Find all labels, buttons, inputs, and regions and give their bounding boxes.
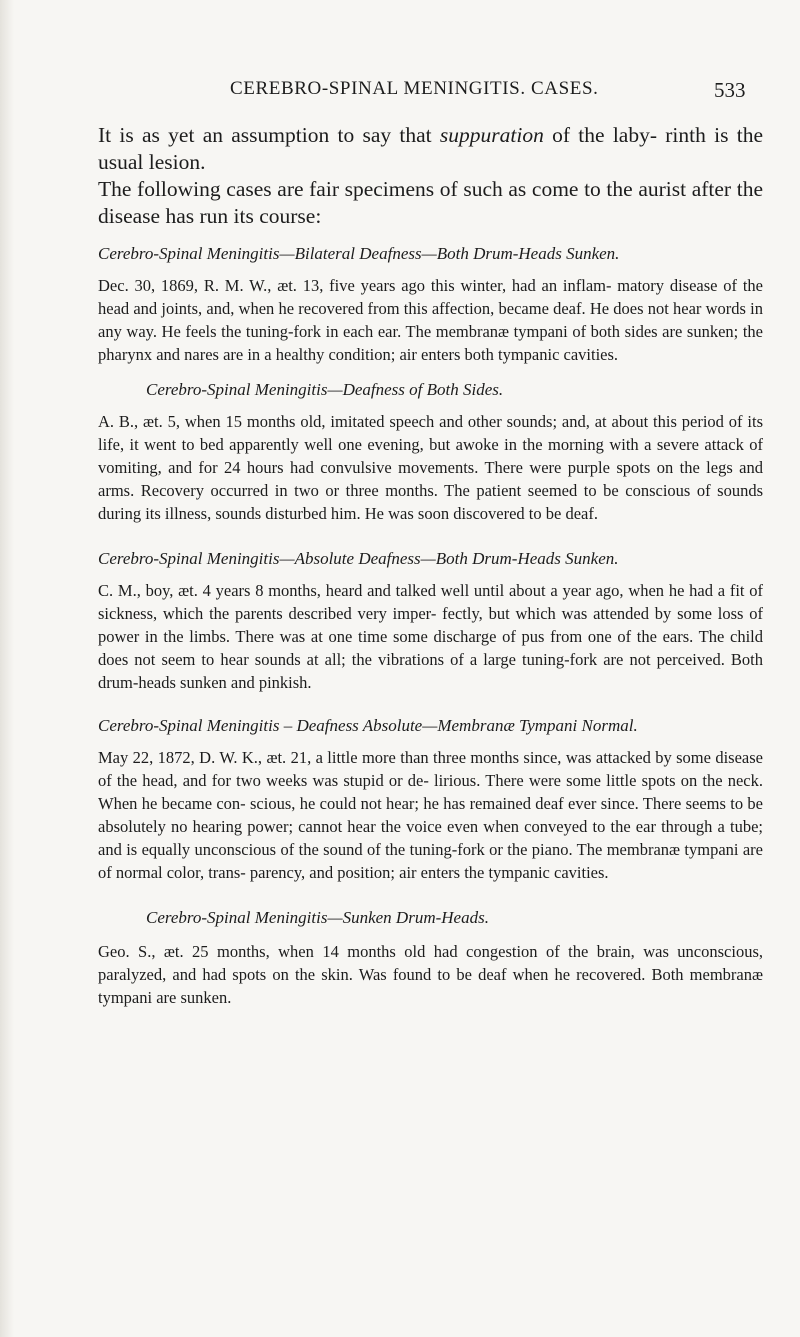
intro-text-1a: It is as yet an assumption to say that [98, 123, 440, 147]
case-heading-3: Cerebro-Spinal Meningitis—Absolute Deafness—Both Drum-Heads Sunken. [98, 549, 619, 568]
case-heading-5: Cerebro-Spinal Meningitis—Sunken Drum-Heads. [146, 908, 489, 927]
page-edge-shadow [0, 0, 14, 1337]
intro-text-1b: of the laby- rinth is the usual lesion. [98, 123, 763, 174]
case-body-4: May 22, 1872, D. W. K., æt. 21, a little more than three months since, was attacked by some disease of the head, and for two weeks was stupid or de- lirious. There were some little spots on the neck. When he became con- scious, he could not hear; he has remained deaf ever since. There seems to be absolutely no hearing power; cannot hear the voice even when conveyed to the ear through a tube; and is equally unconscious of the sound of the tuning-fork or the piano. The membranæ tympani are of normal color, trans- parency, and position; air enters the tympanic cavities. [98, 748, 763, 882]
page-header [0, 78, 800, 108]
running-head: CEREBRO-SPINAL MENINGITIS. CASES. [230, 78, 599, 99]
case-body-3: C. M., boy, æt. 4 years 8 months, heard and talked well until about a year ago, when he had a fit of sickness, which the parents described very imper- fectly, but which was attended by some loss of power in the limbs. There was at one time some discharge of pus from one of the ears. The child does not seem to hear sounds at all; the vibrations of a large tuning-fork are not perceived. Both drum-heads sunken and pinkish. [98, 581, 763, 692]
intro-paragraph-1 [98, 122, 763, 176]
case-heading-1: Cerebro-Spinal Meningitis—Bilateral Deafness—Both Drum-Heads Sunken. [98, 244, 620, 263]
case-body-2: A. B., æt. 5, when 15 months old, imitated speech and other sounds; and, at about this period of its life, it went to bed apparently well one evening, but awoke in the morning with a severe attack of vomiting, and for 24 hours had convulsive movements. There were purple spots on the legs and arms. Recovery occurred in two or three months. The patient seemed to be conscious of sounds during its illness, sounds disturbed him. He was soon discovered to be deaf. [98, 412, 763, 523]
case-body-5: Geo. S., æt. 25 months, when 14 months old had congestion of the brain, was unconscious, paralyzed, and had spots on the skin. Was found to be deaf when he recovered. Both membranæ tympani are sunken. [98, 942, 763, 1007]
case-body-1: Dec. 30, 1869, R. M. W., æt. 13, five years ago this winter, had an inflam- matory disease of the head and joints, and, when he recovered from this affection, became deaf. He does not hear words in any way. He feels the tuning-fork in each ear. The membranæ tympani of both sides are sunken; the pharynx and nares are in a healthy condition; air enters both tympanic cavities. [98, 276, 763, 364]
intro-emphasis: suppuration [439, 123, 544, 147]
case-heading-2: Cerebro-Spinal Meningitis—Deafness of Both Sides. [146, 380, 504, 399]
case-heading-4: Cerebro-Spinal Meningitis – Deafness Absolute—Membranæ Tympani Normal. [98, 716, 638, 735]
page-number: 533 [714, 78, 746, 102]
page-content [98, 122, 763, 1009]
intro-paragraph-2: The following cases are fair specimens of such as come to the aurist after the disease has run its course: [98, 177, 763, 228]
